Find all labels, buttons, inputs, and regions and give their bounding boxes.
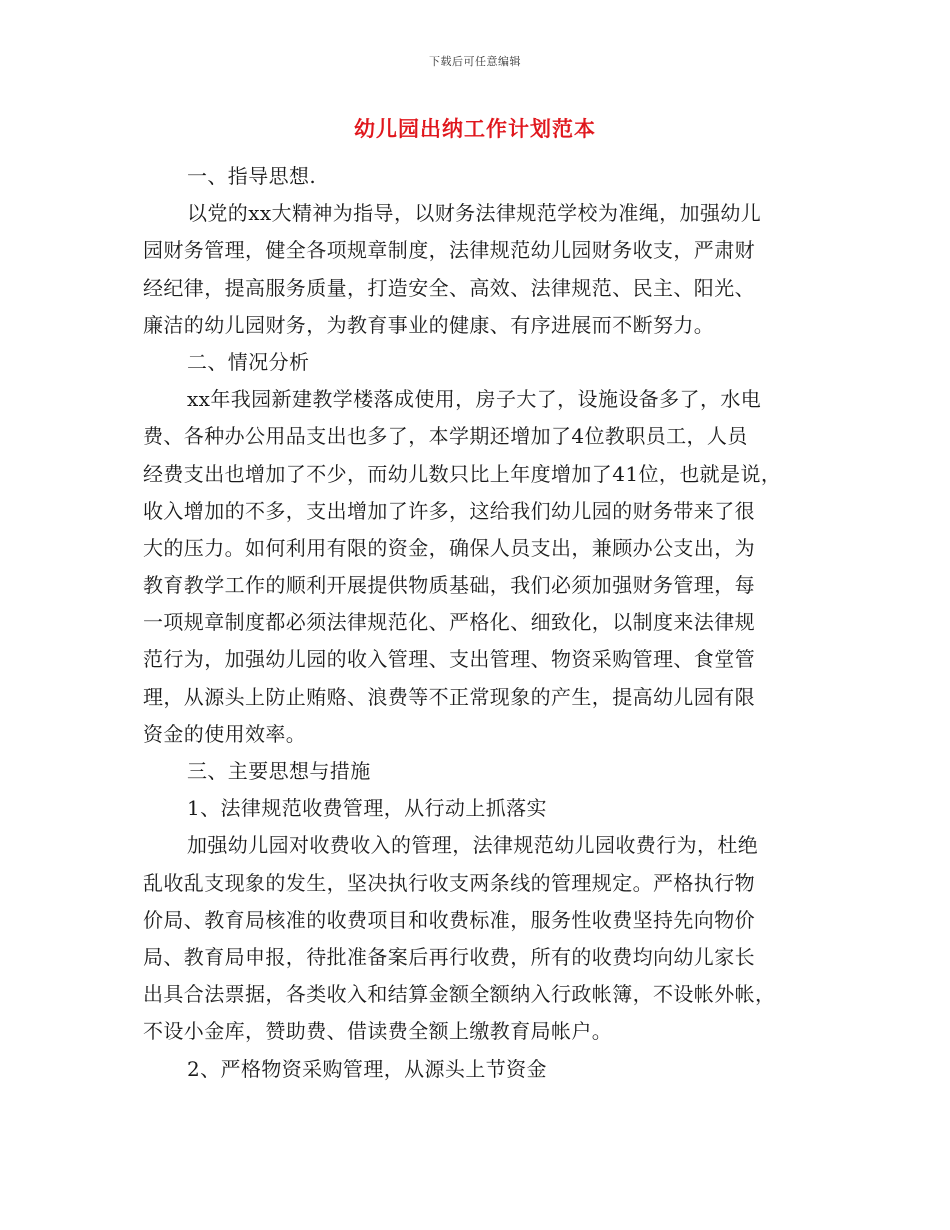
paragraph-line: 以党的xx大精神为指导，以财务法律规范学校为准绳，加强幼儿: [187, 201, 762, 226]
paragraph-line: 加强幼儿园对收费收入的管理，法律规范幼儿园收费行为，杜绝: [187, 833, 759, 858]
document-title: 幼儿园出纳工作计划范本: [354, 116, 596, 141]
header-note: 下载后可任意编辑: [429, 55, 521, 68]
paragraph-line: 经费支出也增加了不少，而幼儿数只比上年度增加了41位，也就是说，: [143, 461, 782, 486]
paragraph-line: 廉洁的幼儿园财务，为教育事业的健康、有序进展而不断努力。: [143, 312, 715, 337]
paragraph-line: 收入增加的不多，支出增加了许多，这给我们幼儿园的财务带来了很: [143, 498, 755, 523]
paragraph-line: 经纪律，提高服务质量，打造安全、高效、法律规范、民主、阳光、: [143, 275, 755, 300]
paragraph-line: 2、严格物资采购管理，从源头上节资金: [187, 1056, 547, 1081]
paragraph-line: 1、法律规范收费管理，从行动上抓落实: [187, 796, 547, 821]
paragraph-line: 范行为，加强幼儿园的收入管理、支出管理、物资采购管理、食堂管: [143, 647, 755, 672]
paragraph-line: 教育教学工作的顺利开展提供物质基础，我们必须加强财务管理，每: [143, 573, 755, 598]
paragraph-line: 一、指导思想.: [187, 164, 317, 188]
paragraph-line: 费、各种办公用品支出也多了，本学期还增加了4位教职员工，人员: [143, 424, 748, 449]
paragraph-line: 一项规章制度都必须法律规范化、严格化、细致化，以制度来法律规: [143, 610, 755, 635]
paragraph-line: 理，从源头上防止贿赂、浪费等不正常现象的产生，提高幼儿园有限: [143, 684, 755, 709]
paragraph-line: 局、教育局申报，待批准备案后再行收费，所有的收费均向幼儿家长: [143, 944, 755, 969]
paragraph-line: 乱收乱支现象的发生，坚决执行收支两条线的管理规定。严格执行物: [143, 870, 755, 895]
document-body: [143, 158, 823, 1088]
paragraph-line: 园财务管理，健全各项规章制度，法律规范幼儿园财务收支，严肃财: [143, 238, 755, 263]
paragraph-line: 不设小金库，赞助费、借读费全额上缴教育局帐户。: [143, 1019, 613, 1044]
paragraph-line: 出具合法票据，各类收入和结算金额全额纳入行政帐簿，不设帐外帐，: [143, 982, 776, 1007]
paragraph-line: 二、情况分析: [187, 349, 310, 374]
paragraph-line: 价局、教育局核准的收费项目和收费标准，服务性收费坚持先向物价: [143, 907, 755, 932]
paragraph-line: xx年我园新建教学楼落成使用，房子大了，设施设备多了，水电: [187, 387, 762, 412]
paragraph-line: 大的压力。如何利用有限的资金，确保人员支出，兼顾办公支出，为: [143, 535, 755, 560]
paragraph-line: 三、主要思想与措施: [187, 759, 371, 783]
paragraph-line: 资金的使用效率。: [143, 721, 307, 746]
